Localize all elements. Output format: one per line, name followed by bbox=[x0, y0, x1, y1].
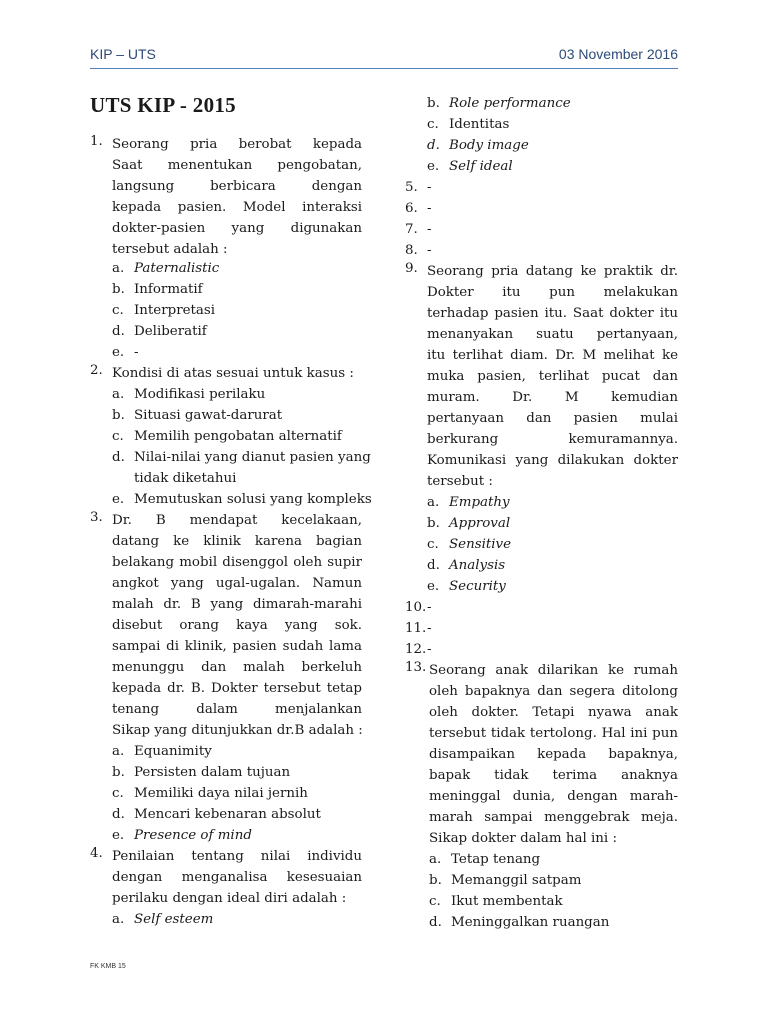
question-9-line: muka pasien, terlihat pucat dan bbox=[427, 369, 678, 384]
option-text: Mencari kebenaran absolut bbox=[134, 807, 321, 822]
option-text: tidak diketahui bbox=[134, 471, 237, 486]
question-9-line: pertanyaan dan pasien mulai bbox=[427, 411, 678, 426]
question-number: 10. bbox=[405, 600, 427, 615]
question-3-line: belakang mobil disenggol oleh supir bbox=[112, 555, 362, 570]
question-text: - bbox=[427, 621, 432, 636]
question-13-line: tersebut tidak tertolong. Hal ini pun bbox=[429, 726, 678, 741]
question-13-line: bapak tidak terima anaknya bbox=[429, 768, 678, 783]
option-text: Deliberatif bbox=[134, 324, 207, 339]
question-9-line: itu terlihat diam. Dr. M melihat ke bbox=[427, 348, 678, 363]
option-text: Sensitive bbox=[449, 537, 512, 552]
option-letter: b. bbox=[112, 765, 125, 780]
header-date: 03 November 2016 bbox=[558, 46, 678, 62]
question-13-line: Sikap dokter dalam hal ini : bbox=[429, 831, 617, 846]
question-9-line: muram. Dr. M kemudian bbox=[427, 390, 678, 405]
question-3-line: Dr. B mendapat kecelakaan, bbox=[112, 513, 362, 528]
option-letter: a. bbox=[427, 495, 440, 510]
option-letter: a. bbox=[112, 912, 125, 927]
question-4-number: 4. bbox=[90, 846, 103, 861]
option-letter: b. bbox=[112, 408, 125, 423]
question-13-line: Seorang anak dilarikan ke rumah bbox=[429, 663, 678, 678]
question-4-line: perilaku dengan ideal diri adalah : bbox=[112, 891, 347, 906]
option-text: Approval bbox=[449, 516, 511, 531]
question-13-line: marah sampai menggebrak meja. bbox=[429, 810, 678, 825]
option-letter: d. bbox=[429, 915, 442, 930]
question-3-line: malah dr. B yang dimarah-marahi bbox=[112, 597, 362, 612]
question-number: 11. bbox=[405, 621, 427, 636]
question-9-line: Dokter itu pun melakukan bbox=[427, 285, 678, 300]
option-text: Equanimity bbox=[134, 744, 212, 759]
question-1-line: Seorang pria berobat kepada bbox=[112, 137, 362, 152]
question-number: 6. bbox=[405, 201, 418, 216]
question-text: - bbox=[427, 180, 432, 195]
question-4-line: Penilaian tentang nilai individu bbox=[112, 849, 362, 864]
option-letter: d. bbox=[427, 558, 440, 573]
question-3-text bbox=[112, 510, 362, 741]
question-number: 12. bbox=[405, 642, 427, 657]
option-letter: d. bbox=[427, 138, 440, 153]
question-4-text bbox=[112, 846, 362, 909]
question-1-line: Saat menentukan pengobatan, bbox=[112, 158, 362, 173]
question-1-line: tersebut adalah : bbox=[112, 242, 228, 257]
question-9-line: Seorang pria datang ke praktik dr. bbox=[427, 264, 678, 279]
option-letter: c. bbox=[427, 117, 439, 132]
question-13-line: oleh dokter. Tetapi nyawa anak bbox=[429, 705, 678, 720]
question-1-number: 1. bbox=[90, 134, 103, 149]
question-text: - bbox=[427, 243, 432, 258]
question-number: 8. bbox=[405, 243, 418, 258]
question-2-line: Kondisi di atas sesuai untuk kasus : bbox=[112, 366, 354, 381]
option-letter: c. bbox=[429, 894, 441, 909]
question-9-line: Komunikasi yang dilakukan dokter bbox=[427, 453, 678, 468]
option-letter: a. bbox=[112, 744, 125, 759]
question-text: - bbox=[427, 642, 432, 657]
header-title: KIP – UTS bbox=[90, 46, 156, 62]
option-letter: b. bbox=[429, 873, 442, 888]
question-1-text bbox=[112, 134, 362, 260]
option-letter: b. bbox=[427, 516, 440, 531]
question-2-text bbox=[112, 363, 362, 384]
question-1-line: kepada pasien. Model interaksi bbox=[112, 200, 362, 215]
option-letter: d. bbox=[112, 450, 125, 465]
question-13-line: disampaikan kepada bapaknya, bbox=[429, 747, 678, 762]
option-letter: c. bbox=[112, 429, 124, 444]
question-4-line: dengan menganalisa kesesuaian bbox=[112, 870, 362, 885]
right-column bbox=[405, 0, 678, 1024]
option-text: Interpretasi bbox=[134, 303, 216, 318]
option-text: Tetap tenang bbox=[451, 852, 541, 867]
option-text: Memanggil satpam bbox=[451, 873, 582, 888]
question-3-line: Sikap yang ditunjukkan dr.B adalah : bbox=[112, 723, 363, 738]
option-text: Memiliki daya nilai jernih bbox=[134, 786, 308, 801]
option-letter: e. bbox=[427, 579, 440, 594]
question-9-line: berkurang kemuramannya. bbox=[427, 432, 678, 447]
question-number: 7. bbox=[405, 222, 418, 237]
question-3-line: datang ke klinik karena bagian bbox=[112, 534, 362, 549]
option-letter: b. bbox=[112, 282, 125, 297]
page-footer: FK KMB 15 bbox=[90, 963, 126, 970]
question-1-line: langsung berbicara dengan bbox=[112, 179, 362, 194]
option-text: Memutuskan solusi yang kompleks bbox=[134, 492, 372, 507]
option-letter: c. bbox=[112, 303, 124, 318]
option-letter: b. bbox=[427, 96, 440, 111]
question-9-line: menanyakan suatu pertanyaan, bbox=[427, 327, 678, 342]
option-text: Modifikasi perilaku bbox=[134, 387, 266, 402]
option-text: Nilai-nilai yang dianut pasien yang bbox=[134, 450, 371, 465]
option-text: Role performance bbox=[449, 96, 571, 111]
option-text: - bbox=[134, 345, 139, 360]
option-text: Meninggalkan ruangan bbox=[451, 915, 610, 930]
question-3-line: sampai di klinik, pasien sudah lama bbox=[112, 639, 362, 654]
question-text: - bbox=[427, 201, 432, 216]
question-13-line: meninggal dunia, dengan marah- bbox=[429, 789, 678, 804]
document-title: UTS KIP - 2015 bbox=[90, 93, 236, 117]
option-letter: e. bbox=[112, 492, 125, 507]
option-letter: e. bbox=[112, 828, 125, 843]
question-9-text bbox=[427, 261, 678, 492]
option-text: Paternalistic bbox=[134, 261, 220, 276]
option-text: Analysis bbox=[449, 558, 506, 573]
question-3-line: disebut orang kaya yang sok. bbox=[112, 618, 362, 633]
question-text: - bbox=[427, 600, 432, 615]
question-number: 5. bbox=[405, 180, 418, 195]
question-9-line: tersebut : bbox=[427, 474, 493, 489]
question-2-number: 2. bbox=[90, 363, 103, 378]
option-text: Memilih pengobatan alternatif bbox=[134, 429, 342, 444]
question-9-number: 9. bbox=[405, 261, 418, 276]
option-letter: e. bbox=[427, 159, 440, 174]
question-3-line: menunggu dan malah berkeluh bbox=[112, 660, 362, 675]
option-letter: d. bbox=[112, 324, 125, 339]
option-text: Situasi gawat-darurat bbox=[134, 408, 283, 423]
option-text: Empathy bbox=[449, 495, 510, 510]
question-13-line: oleh bapaknya dan segera ditolong bbox=[429, 684, 678, 699]
option-text: Self esteem bbox=[134, 912, 214, 927]
option-text: Identitas bbox=[449, 117, 510, 132]
left-column bbox=[90, 0, 372, 1024]
option-text: Security bbox=[449, 579, 506, 594]
option-letter: a. bbox=[112, 261, 125, 276]
question-3-line: angkot yang ugal-ugalan. Namun bbox=[112, 576, 362, 591]
option-text: Ikut membentak bbox=[451, 894, 563, 909]
option-letter: c. bbox=[112, 786, 124, 801]
option-text: Body image bbox=[449, 138, 529, 153]
option-letter: a. bbox=[112, 387, 125, 402]
question-3-number: 3. bbox=[90, 510, 103, 525]
question-9-line: terhadap pasien itu. Saat dokter itu bbox=[427, 306, 678, 321]
option-text: Persisten dalam tujuan bbox=[134, 765, 291, 780]
question-13-number: 13. bbox=[405, 660, 427, 675]
question-1-line: dokter-pasien yang digunakan bbox=[112, 221, 362, 236]
option-text: Self ideal bbox=[449, 159, 513, 174]
option-letter: a. bbox=[429, 852, 442, 867]
question-13-text bbox=[429, 660, 678, 849]
question-3-line: kepada dr. B. Dokter tersebut tetap bbox=[112, 681, 362, 696]
option-text: Informatif bbox=[134, 282, 203, 297]
option-letter: d. bbox=[112, 807, 125, 822]
option-letter: c. bbox=[427, 537, 439, 552]
question-3-line: tenang dalam menjalankan bbox=[112, 702, 362, 717]
question-text: - bbox=[427, 222, 432, 237]
option-letter: e. bbox=[112, 345, 125, 360]
option-text: Presence of mind bbox=[134, 828, 252, 843]
